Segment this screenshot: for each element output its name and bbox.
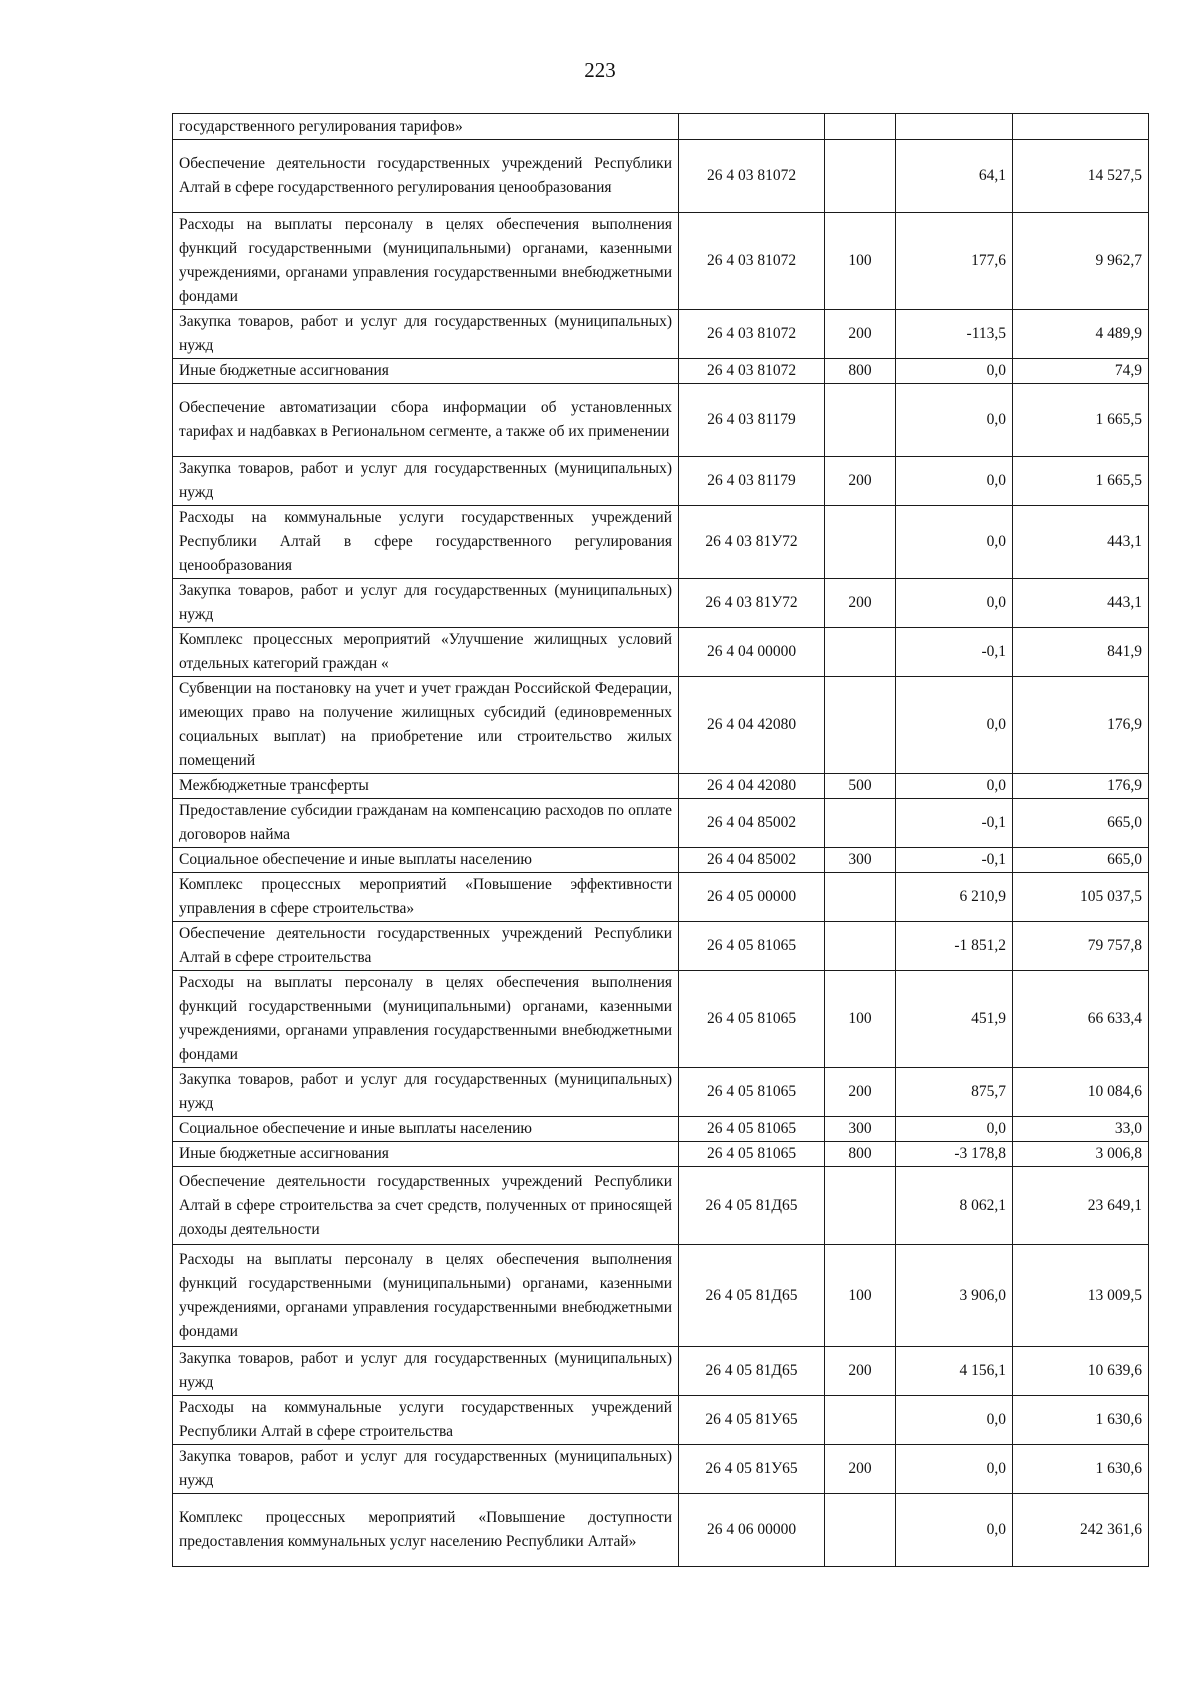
table-row bbox=[173, 114, 1149, 140]
row-sum: 105 037,5 bbox=[1013, 873, 1149, 922]
row-expense-type bbox=[825, 873, 896, 922]
row-sum: 443,1 bbox=[1013, 579, 1149, 628]
row-expense-type bbox=[825, 628, 896, 677]
row-change: 0,0 bbox=[896, 384, 1013, 457]
row-change: 0,0 bbox=[896, 506, 1013, 579]
row-sum: 4 489,9 bbox=[1013, 310, 1149, 359]
row-sum: 23 649,1 bbox=[1013, 1167, 1149, 1245]
row-code: 26 4 05 81065 bbox=[679, 971, 825, 1068]
row-expense-type bbox=[825, 114, 896, 140]
row-change: 0,0 bbox=[896, 1494, 1013, 1567]
table-row bbox=[173, 1494, 1149, 1567]
row-change: 451,9 bbox=[896, 971, 1013, 1068]
table-row bbox=[173, 971, 1149, 1068]
row-expense-type: 300 bbox=[825, 848, 896, 873]
row-code: 26 4 05 81065 bbox=[679, 1068, 825, 1117]
row-change: 64,1 bbox=[896, 140, 1013, 213]
row-expense-type: 100 bbox=[825, 1245, 896, 1347]
row-expense-type: 100 bbox=[825, 971, 896, 1068]
row-change: -113,5 bbox=[896, 310, 1013, 359]
page-number: 223 bbox=[584, 58, 616, 82]
table-row bbox=[173, 1245, 1149, 1347]
row-code: 26 4 04 85002 bbox=[679, 848, 825, 873]
row-expense-type bbox=[825, 1396, 896, 1445]
row-sum: 176,9 bbox=[1013, 774, 1149, 799]
row-sum: 665,0 bbox=[1013, 799, 1149, 848]
row-sum: 1 630,6 bbox=[1013, 1445, 1149, 1494]
table-row bbox=[173, 140, 1149, 213]
row-code: 26 4 05 81У65 bbox=[679, 1445, 825, 1494]
table-row bbox=[173, 677, 1149, 774]
row-sum: 79 757,8 bbox=[1013, 922, 1149, 971]
row-name: Закупка товаров, работ и услуг для государственных (муниципальных) нужд bbox=[173, 310, 679, 359]
row-code: 26 4 04 42080 bbox=[679, 677, 825, 774]
row-code: 26 4 03 81179 bbox=[679, 457, 825, 506]
table-row bbox=[173, 213, 1149, 310]
row-name: Обеспечение автоматизации сбора информации об установленных тарифах и надбавках в Региональном сегменте, а также об их применении bbox=[173, 384, 679, 457]
table-row bbox=[173, 799, 1149, 848]
row-sum: 1 665,5 bbox=[1013, 457, 1149, 506]
row-change: 6 210,9 bbox=[896, 873, 1013, 922]
row-sum: 74,9 bbox=[1013, 359, 1149, 384]
row-sum: 176,9 bbox=[1013, 677, 1149, 774]
row-change: -3 178,8 bbox=[896, 1142, 1013, 1167]
row-name: Комплекс процессных мероприятий «Повышение эффективности управления в сфере строительства» bbox=[173, 873, 679, 922]
row-code: 26 4 04 42080 bbox=[679, 774, 825, 799]
row-sum: 841,9 bbox=[1013, 628, 1149, 677]
row-expense-type bbox=[825, 677, 896, 774]
table-row bbox=[173, 1445, 1149, 1494]
row-change: 4 156,1 bbox=[896, 1347, 1013, 1396]
row-expense-type: 300 bbox=[825, 1117, 896, 1142]
row-name: Расходы на выплаты персоналу в целях обеспечения выполнения функций государственными (муниципальными) органами, казенными учреждениями, органами управления государственными внебюджетными фондами bbox=[173, 971, 679, 1068]
row-name: Закупка товаров, работ и услуг для государственных (муниципальных) нужд bbox=[173, 1445, 679, 1494]
row-code: 26 4 05 81Д65 bbox=[679, 1167, 825, 1245]
row-code: 26 4 05 81065 bbox=[679, 1142, 825, 1167]
row-change: 0,0 bbox=[896, 579, 1013, 628]
row-name: Обеспечение деятельности государственных учреждений Республики Алтай в сфере государственного регулирования ценообразования bbox=[173, 140, 679, 213]
row-expense-type bbox=[825, 799, 896, 848]
row-expense-type bbox=[825, 384, 896, 457]
table-row bbox=[173, 506, 1149, 579]
row-change: 8 062,1 bbox=[896, 1167, 1013, 1245]
row-expense-type: 800 bbox=[825, 359, 896, 384]
row-code: 26 4 03 81072 bbox=[679, 359, 825, 384]
row-name: Закупка товаров, работ и услуг для государственных (муниципальных) нужд bbox=[173, 1068, 679, 1117]
table-row bbox=[173, 774, 1149, 799]
row-code: 26 4 04 00000 bbox=[679, 628, 825, 677]
row-change: 177,6 bbox=[896, 213, 1013, 310]
row-change: 0,0 bbox=[896, 1117, 1013, 1142]
row-name: Межбюджетные трансферты bbox=[173, 774, 679, 799]
row-sum: 13 009,5 bbox=[1013, 1245, 1149, 1347]
row-code: 26 4 05 00000 bbox=[679, 873, 825, 922]
row-sum bbox=[1013, 114, 1149, 140]
row-change bbox=[896, 114, 1013, 140]
row-change: 0,0 bbox=[896, 1396, 1013, 1445]
table-row bbox=[173, 628, 1149, 677]
row-change: -0,1 bbox=[896, 628, 1013, 677]
row-change: -0,1 bbox=[896, 848, 1013, 873]
row-expense-type: 100 bbox=[825, 213, 896, 310]
row-name: Расходы на коммунальные услуги государственных учреждений Республики Алтай в сфере строительства bbox=[173, 1396, 679, 1445]
row-sum: 10 084,6 bbox=[1013, 1068, 1149, 1117]
row-sum: 10 639,6 bbox=[1013, 1347, 1149, 1396]
row-expense-type bbox=[825, 506, 896, 579]
row-change: 0,0 bbox=[896, 359, 1013, 384]
row-code: 26 4 05 81065 bbox=[679, 922, 825, 971]
row-expense-type: 200 bbox=[825, 310, 896, 359]
table-row bbox=[173, 579, 1149, 628]
row-expense-type: 200 bbox=[825, 457, 896, 506]
row-name: Закупка товаров, работ и услуг для государственных (муниципальных) нужд bbox=[173, 579, 679, 628]
table-row bbox=[173, 310, 1149, 359]
row-change: 0,0 bbox=[896, 1445, 1013, 1494]
table-row bbox=[173, 1117, 1149, 1142]
table-row bbox=[173, 1142, 1149, 1167]
budget-table bbox=[172, 113, 1149, 1567]
row-sum: 33,0 bbox=[1013, 1117, 1149, 1142]
table-row bbox=[173, 848, 1149, 873]
row-code: 26 4 03 81072 bbox=[679, 140, 825, 213]
row-code: 26 4 05 81У65 bbox=[679, 1396, 825, 1445]
row-code: 26 4 05 81065 bbox=[679, 1117, 825, 1142]
row-change: 875,7 bbox=[896, 1068, 1013, 1117]
row-name: Комплекс процессных мероприятий «Улучшение жилищных условий отдельных категорий граждан « bbox=[173, 628, 679, 677]
row-name: Расходы на выплаты персоналу в целях обеспечения выполнения функций государственными (муниципальными) органами, казенными учреждениями, органами управления государственными внебюджетными фондами bbox=[173, 213, 679, 310]
row-name: Предоставление субсидии гражданам на компенсацию расходов по оплате договоров найма bbox=[173, 799, 679, 848]
row-expense-type bbox=[825, 140, 896, 213]
row-sum: 443,1 bbox=[1013, 506, 1149, 579]
row-name: Иные бюджетные ассигнования bbox=[173, 359, 679, 384]
row-code: 26 4 03 81У72 bbox=[679, 506, 825, 579]
row-name: Расходы на коммунальные услуги государственных учреждений Республики Алтай в сфере государственного регулирования ценообразования bbox=[173, 506, 679, 579]
row-sum: 66 633,4 bbox=[1013, 971, 1149, 1068]
table-row bbox=[173, 384, 1149, 457]
row-code: 26 4 06 00000 bbox=[679, 1494, 825, 1567]
row-change: -0,1 bbox=[896, 799, 1013, 848]
row-sum: 242 361,6 bbox=[1013, 1494, 1149, 1567]
row-expense-type: 800 bbox=[825, 1142, 896, 1167]
row-code: 26 4 03 81072 bbox=[679, 310, 825, 359]
row-code bbox=[679, 114, 825, 140]
table-row bbox=[173, 1167, 1149, 1245]
row-sum: 1 630,6 bbox=[1013, 1396, 1149, 1445]
table-row bbox=[173, 1396, 1149, 1445]
table-row bbox=[173, 922, 1149, 971]
row-sum: 14 527,5 bbox=[1013, 140, 1149, 213]
row-name: Закупка товаров, работ и услуг для государственных (муниципальных) нужд bbox=[173, 457, 679, 506]
table-row bbox=[173, 1068, 1149, 1117]
row-code: 26 4 04 85002 bbox=[679, 799, 825, 848]
row-name: Обеспечение деятельности государственных учреждений Республики Алтай в сфере строительства bbox=[173, 922, 679, 971]
row-sum: 3 006,8 bbox=[1013, 1142, 1149, 1167]
row-name: Обеспечение деятельности государственных учреждений Республики Алтай в сфере строительства за счет средств, полученных от приносящей доходы деятельности bbox=[173, 1167, 679, 1245]
row-name: Социальное обеспечение и иные выплаты населению bbox=[173, 848, 679, 873]
row-code: 26 4 05 81Д65 bbox=[679, 1347, 825, 1396]
table-row bbox=[173, 873, 1149, 922]
row-expense-type bbox=[825, 1167, 896, 1245]
row-change: 0,0 bbox=[896, 677, 1013, 774]
budget-table-body bbox=[173, 114, 1149, 1567]
row-name: Закупка товаров, работ и услуг для государственных (муниципальных) нужд bbox=[173, 1347, 679, 1396]
row-code: 26 4 03 81072 bbox=[679, 213, 825, 310]
row-name: Субвенции на постановку на учет и учет граждан Российской Федерации, имеющих право на получение жилищных субсидий (единовременных социальных выплат) на приобретение или строительство жилых помещений bbox=[173, 677, 679, 774]
row-code: 26 4 05 81Д65 bbox=[679, 1245, 825, 1347]
row-sum: 9 962,7 bbox=[1013, 213, 1149, 310]
row-name: Расходы на выплаты персоналу в целях обеспечения выполнения функций государственными (муниципальными) органами, казенными учреждениями, органами управления государственными внебюджетными фондами bbox=[173, 1245, 679, 1347]
row-change: -1 851,2 bbox=[896, 922, 1013, 971]
table-row bbox=[173, 457, 1149, 506]
row-expense-type: 200 bbox=[825, 1347, 896, 1396]
row-sum: 1 665,5 bbox=[1013, 384, 1149, 457]
row-code: 26 4 03 81У72 bbox=[679, 579, 825, 628]
row-expense-type bbox=[825, 922, 896, 971]
row-change: 0,0 bbox=[896, 457, 1013, 506]
table-row bbox=[173, 359, 1149, 384]
row-code: 26 4 03 81179 bbox=[679, 384, 825, 457]
row-name: Социальное обеспечение и иные выплаты населению bbox=[173, 1117, 679, 1142]
row-sum: 665,0 bbox=[1013, 848, 1149, 873]
row-expense-type: 200 bbox=[825, 579, 896, 628]
row-name: Иные бюджетные ассигнования bbox=[173, 1142, 679, 1167]
row-change: 0,0 bbox=[896, 774, 1013, 799]
row-name: Комплекс процессных мероприятий «Повышение доступности предоставления коммунальных услуг населению Республики Алтай» bbox=[173, 1494, 679, 1567]
row-expense-type bbox=[825, 1494, 896, 1567]
table-row bbox=[173, 1347, 1149, 1396]
row-name: государственного регулирования тарифов» bbox=[173, 114, 679, 140]
row-expense-type: 200 bbox=[825, 1445, 896, 1494]
row-change: 3 906,0 bbox=[896, 1245, 1013, 1347]
row-expense-type: 200 bbox=[825, 1068, 896, 1117]
row-expense-type: 500 bbox=[825, 774, 896, 799]
